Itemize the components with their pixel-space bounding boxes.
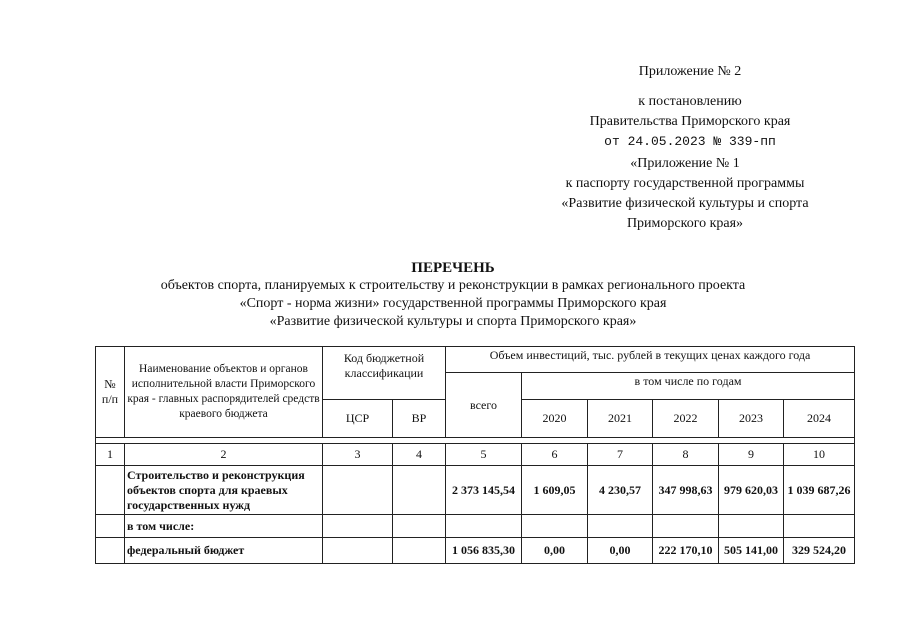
title-line-1: объектов спорта, планируемых к строительству и реконструкции в рамках регионального проекта xyxy=(160,278,746,293)
row-2023: 505 141,00 xyxy=(719,538,784,564)
row-name: Строительство и реконструкция объектов спорта для краевых государственных нужд xyxy=(125,466,323,515)
title-line-2: «Спорт - норма жизни» государственной программы Приморского края xyxy=(239,296,667,311)
appendix-to-decree: к постановлению xyxy=(638,94,742,109)
col-number: 8 xyxy=(653,444,719,466)
title-heading: ПЕРЕЧЕНЬ xyxy=(411,260,495,276)
row-2022: 347 998,63 xyxy=(653,466,719,515)
row-2022 xyxy=(653,515,719,538)
table-row xyxy=(96,466,855,515)
col-number: 9 xyxy=(719,444,784,466)
row-2024: 1 039 687,26 xyxy=(784,466,855,515)
row-csr xyxy=(323,538,393,564)
col-number: 4 xyxy=(393,444,446,466)
table-row xyxy=(96,515,855,538)
row-2024: 329 524,20 xyxy=(784,538,855,564)
appendix-block xyxy=(560,62,820,152)
table-row xyxy=(96,538,855,564)
row-name: федеральный бюджет xyxy=(125,538,323,564)
row-vr xyxy=(393,466,446,515)
appendix-prev-number: «Приложение № 1 xyxy=(630,156,740,171)
row-vr xyxy=(393,515,446,538)
appendix-number: Приложение № 2 xyxy=(638,64,742,79)
header-total: всего xyxy=(446,373,522,438)
appendix-date-number: от 24.05.2023 № 339-пп xyxy=(604,134,776,149)
row-2023: 979 620,03 xyxy=(719,466,784,515)
header-code: Код бюджетной классификации xyxy=(323,347,446,400)
header-year-2024: 2024 xyxy=(784,400,855,438)
header-invest: Объем инвестиций, тыс. рублей в текущих ценах каждого года xyxy=(446,347,855,373)
row-2021: 4 230,57 xyxy=(588,466,653,515)
row-csr xyxy=(323,515,393,538)
header-vr: ВР xyxy=(393,400,446,438)
row-2020 xyxy=(522,515,588,538)
row-total: 2 373 145,54 xyxy=(446,466,522,515)
row-2022: 222 170,10 xyxy=(653,538,719,564)
col-number: 7 xyxy=(588,444,653,466)
row-2020: 1 609,05 xyxy=(522,466,588,515)
header-year-2020: 2020 xyxy=(522,400,588,438)
row-total: 1 056 835,30 xyxy=(446,538,522,564)
objects-table xyxy=(95,346,855,564)
header-year-2021: 2021 xyxy=(588,400,653,438)
row-2024 xyxy=(784,515,855,538)
row-2023 xyxy=(719,515,784,538)
col-number: 10 xyxy=(784,444,855,466)
header-by-years: в том числе по годам xyxy=(522,373,855,400)
row-2021 xyxy=(588,515,653,538)
column-numbers-row xyxy=(96,444,855,466)
header-year-2022: 2022 xyxy=(653,400,719,438)
row-2021: 0,00 xyxy=(588,538,653,564)
col-number: 2 xyxy=(125,444,323,466)
appendix-prev-block xyxy=(540,154,830,234)
row-vr xyxy=(393,538,446,564)
col-number: 3 xyxy=(323,444,393,466)
col-number: 5 xyxy=(446,444,522,466)
header-name: Наименование объектов и органов исполнительной власти Приморского края - главных распорядителей средств краевого бюджета xyxy=(125,347,323,438)
appendix-prev-passport: к паспорту государственной программы xyxy=(565,176,805,191)
appendix-prev-program: «Развитие физической культуры и спорта xyxy=(561,196,809,211)
title-line-3: «Развитие физической культуры и спорта Приморского края» xyxy=(269,314,637,329)
col-number: 6 xyxy=(522,444,588,466)
row-csr xyxy=(323,466,393,515)
row-name: в том числе: xyxy=(125,515,323,538)
header-num: № п/п xyxy=(96,347,125,438)
header-year-2023: 2023 xyxy=(719,400,784,438)
appendix-prev-region: Приморского края» xyxy=(626,216,744,231)
col-number: 1 xyxy=(96,444,125,466)
row-2020: 0,00 xyxy=(522,538,588,564)
row-total xyxy=(446,515,522,538)
appendix-government: Правительства Приморского края xyxy=(589,114,791,129)
document-title xyxy=(0,259,906,331)
header-csr: ЦСР xyxy=(323,400,393,438)
